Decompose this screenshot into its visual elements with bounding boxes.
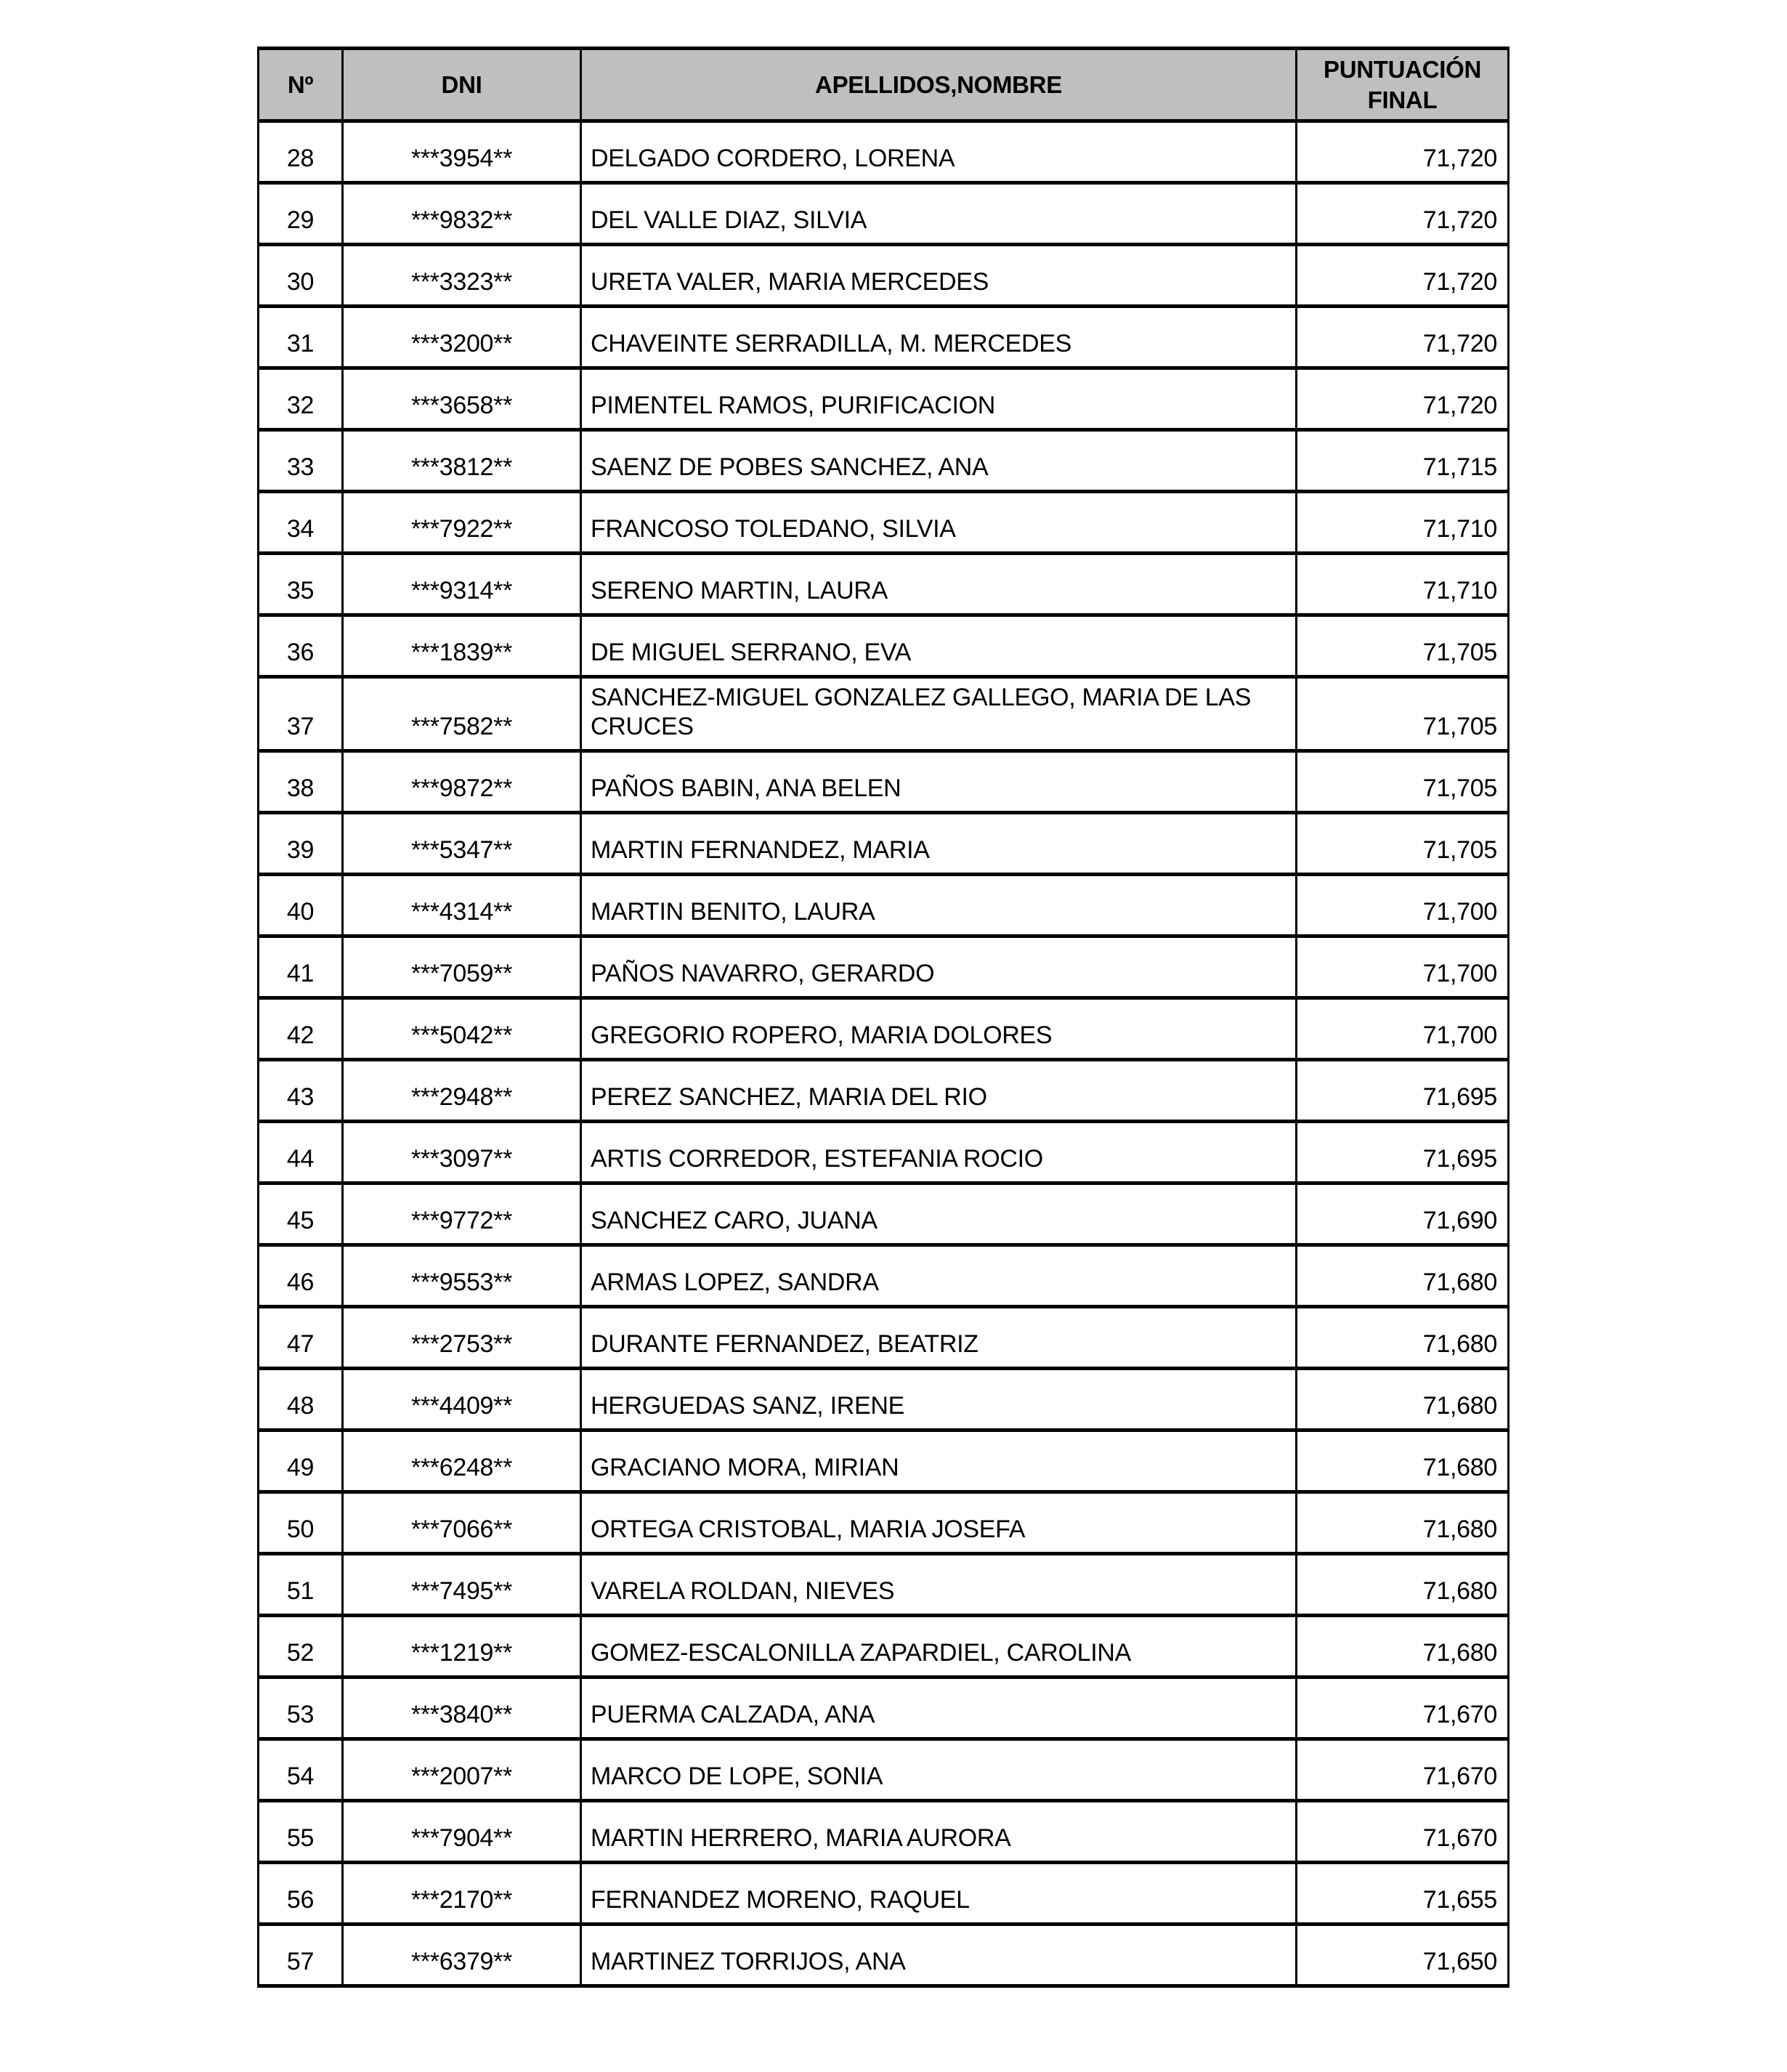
dni-cell: ***3954**: [343, 121, 581, 183]
score-cell: 71,690: [1297, 1183, 1509, 1245]
table-row: [259, 813, 1509, 875]
dni-cell: ***7066**: [343, 1492, 581, 1554]
name-cell: ORTEGA CRISTOBAL, MARIA JOSEFA: [581, 1492, 1297, 1554]
name-cell: SAENZ DE POBES SANCHEZ, ANA: [581, 430, 1297, 492]
name-cell: SANCHEZ-MIGUEL GONZALEZ GALLEGO, MARIA DE LAS CRUCES: [581, 677, 1297, 751]
row-number-cell: 43: [259, 1060, 343, 1122]
table-row: [259, 1616, 1509, 1678]
name-cell: PUERMA CALZADA, ANA: [581, 1678, 1297, 1739]
dni-cell: ***3658**: [343, 368, 581, 430]
table-row: [259, 1183, 1509, 1245]
score-cell: 71,705: [1297, 615, 1509, 677]
score-cell: 71,680: [1297, 1492, 1509, 1554]
name-cell: MARTIN FERNANDEZ, MARIA: [581, 813, 1297, 875]
table-row: [259, 615, 1509, 677]
score-cell: 71,680: [1297, 1245, 1509, 1307]
header-row: [259, 49, 1509, 121]
score-cell: 71,720: [1297, 121, 1509, 183]
row-number-cell: 49: [259, 1430, 343, 1492]
table-row: [259, 751, 1509, 813]
dni-cell: ***6379**: [343, 1925, 581, 1986]
name-cell: DELGADO CORDERO, LORENA: [581, 121, 1297, 183]
header-number: Nº: [259, 49, 343, 121]
row-number-cell: 48: [259, 1369, 343, 1430]
row-number-cell: 39: [259, 813, 343, 875]
row-number-cell: 40: [259, 875, 343, 936]
dni-cell: ***7922**: [343, 492, 581, 554]
row-number-cell: 51: [259, 1554, 343, 1616]
score-cell: 71,720: [1297, 307, 1509, 368]
score-cell: 71,720: [1297, 368, 1509, 430]
table-row: [259, 121, 1509, 183]
dni-cell: ***3097**: [343, 1122, 581, 1183]
table-row: [259, 430, 1509, 492]
table-row: [259, 1122, 1509, 1183]
table-row: [259, 307, 1509, 368]
table-row: [259, 1307, 1509, 1369]
name-cell: SANCHEZ CARO, JUANA: [581, 1183, 1297, 1245]
name-cell: MARTIN BENITO, LAURA: [581, 875, 1297, 936]
name-cell: ARTIS CORREDOR, ESTEFANIA ROCIO: [581, 1122, 1297, 1183]
score-cell: 71,705: [1297, 677, 1509, 751]
score-cell: 71,670: [1297, 1801, 1509, 1863]
name-cell: PAÑOS BABIN, ANA BELEN: [581, 751, 1297, 813]
row-number-cell: 53: [259, 1678, 343, 1739]
name-cell: MARTINEZ TORRIJOS, ANA: [581, 1925, 1297, 1986]
dni-cell: ***4409**: [343, 1369, 581, 1430]
name-cell: VARELA ROLDAN, NIEVES: [581, 1554, 1297, 1616]
name-cell: GREGORIO ROPERO, MARIA DOLORES: [581, 998, 1297, 1060]
score-cell: 71,710: [1297, 554, 1509, 615]
table-row: [259, 1863, 1509, 1925]
score-cell: 71,715: [1297, 430, 1509, 492]
row-number-cell: 55: [259, 1801, 343, 1863]
dni-cell: ***2007**: [343, 1739, 581, 1801]
score-cell: 71,705: [1297, 751, 1509, 813]
name-cell: FERNANDEZ MORENO, RAQUEL: [581, 1863, 1297, 1925]
dni-cell: ***9832**: [343, 183, 581, 245]
dni-cell: ***3812**: [343, 430, 581, 492]
table-row: [259, 998, 1509, 1060]
row-number-cell: 41: [259, 936, 343, 998]
table-row: [259, 183, 1509, 245]
score-cell: 71,680: [1297, 1307, 1509, 1369]
header-score: PUNTUACIÓN FINAL: [1297, 49, 1509, 121]
row-number-cell: 30: [259, 245, 343, 307]
dni-cell: ***2948**: [343, 1060, 581, 1122]
dni-cell: ***5347**: [343, 813, 581, 875]
score-cell: 71,695: [1297, 1122, 1509, 1183]
score-cell: 71,680: [1297, 1430, 1509, 1492]
name-cell: SERENO MARTIN, LAURA: [581, 554, 1297, 615]
header-name: APELLIDOS,NOMBRE: [581, 49, 1297, 121]
table-row: [259, 492, 1509, 554]
dni-cell: ***7495**: [343, 1554, 581, 1616]
name-cell: GOMEZ-ESCALONILLA ZAPARDIEL, CAROLINA: [581, 1616, 1297, 1678]
row-number-cell: 32: [259, 368, 343, 430]
row-number-cell: 47: [259, 1307, 343, 1369]
row-number-cell: 33: [259, 430, 343, 492]
table-row: [259, 1369, 1509, 1430]
table-row: [259, 1678, 1509, 1739]
row-number-cell: 36: [259, 615, 343, 677]
dni-cell: ***5042**: [343, 998, 581, 1060]
row-number-cell: 42: [259, 998, 343, 1060]
score-cell: 71,670: [1297, 1739, 1509, 1801]
row-number-cell: 38: [259, 751, 343, 813]
score-cell: 71,700: [1297, 936, 1509, 998]
score-cell: 71,655: [1297, 1863, 1509, 1925]
row-number-cell: 52: [259, 1616, 343, 1678]
table-row: [259, 1245, 1509, 1307]
row-number-cell: 46: [259, 1245, 343, 1307]
dni-cell: ***1839**: [343, 615, 581, 677]
name-cell: MARCO DE LOPE, SONIA: [581, 1739, 1297, 1801]
dni-cell: ***3200**: [343, 307, 581, 368]
score-cell: 71,720: [1297, 245, 1509, 307]
name-cell: MARTIN HERRERO, MARIA AURORA: [581, 1801, 1297, 1863]
row-number-cell: 31: [259, 307, 343, 368]
row-number-cell: 54: [259, 1739, 343, 1801]
dni-cell: ***9314**: [343, 554, 581, 615]
name-cell: HERGUEDAS SANZ, IRENE: [581, 1369, 1297, 1430]
score-cell: 71,710: [1297, 492, 1509, 554]
table-row: [259, 1430, 1509, 1492]
score-cell: 71,680: [1297, 1554, 1509, 1616]
dni-cell: ***3840**: [343, 1678, 581, 1739]
dni-cell: ***3323**: [343, 245, 581, 307]
dni-cell: ***2753**: [343, 1307, 581, 1369]
table-row: [259, 245, 1509, 307]
dni-cell: ***9553**: [343, 1245, 581, 1307]
name-cell: CHAVEINTE SERRADILLA, M. MERCEDES: [581, 307, 1297, 368]
score-cell: 71,700: [1297, 875, 1509, 936]
row-number-cell: 50: [259, 1492, 343, 1554]
table-row: [259, 936, 1509, 998]
dni-cell: ***4314**: [343, 875, 581, 936]
table-row: [259, 1801, 1509, 1863]
name-cell: FRANCOSO TOLEDANO, SILVIA: [581, 492, 1297, 554]
score-cell: 71,670: [1297, 1678, 1509, 1739]
row-number-cell: 35: [259, 554, 343, 615]
row-number-cell: 34: [259, 492, 343, 554]
table-row: [259, 554, 1509, 615]
name-cell: PEREZ SANCHEZ, MARIA DEL RIO: [581, 1060, 1297, 1122]
score-cell: 71,680: [1297, 1616, 1509, 1678]
score-cell: 71,695: [1297, 1060, 1509, 1122]
row-number-cell: 28: [259, 121, 343, 183]
name-cell: DEL VALLE DIAZ, SILVIA: [581, 183, 1297, 245]
table-row: [259, 1925, 1509, 1986]
score-cell: 71,720: [1297, 183, 1509, 245]
name-cell: DURANTE FERNANDEZ, BEATRIZ: [581, 1307, 1297, 1369]
dni-cell: ***7904**: [343, 1801, 581, 1863]
dni-cell: ***7582**: [343, 677, 581, 751]
table-row: [259, 677, 1509, 751]
score-cell: 71,650: [1297, 1925, 1509, 1986]
header-dni: DNI: [343, 49, 581, 121]
table-header: [259, 49, 1509, 121]
score-cell: 71,680: [1297, 1369, 1509, 1430]
table-row: [259, 1492, 1509, 1554]
name-cell: PAÑOS NAVARRO, GERARDO: [581, 936, 1297, 998]
name-cell: PIMENTEL RAMOS, PURIFICACION: [581, 368, 1297, 430]
row-number-cell: 56: [259, 1863, 343, 1925]
name-cell: DE MIGUEL SERRANO, EVA: [581, 615, 1297, 677]
table-row: [259, 1060, 1509, 1122]
name-cell: ARMAS LOPEZ, SANDRA: [581, 1245, 1297, 1307]
row-number-cell: 29: [259, 183, 343, 245]
table-row: [259, 1554, 1509, 1616]
table-body: [259, 121, 1509, 1986]
table-row: [259, 368, 1509, 430]
row-number-cell: 44: [259, 1122, 343, 1183]
score-cell: 71,700: [1297, 998, 1509, 1060]
name-cell: GRACIANO MORA, MIRIAN: [581, 1430, 1297, 1492]
dni-cell: ***9872**: [343, 751, 581, 813]
results-table: [257, 46, 1510, 1988]
dni-cell: ***7059**: [343, 936, 581, 998]
dni-cell: ***2170**: [343, 1863, 581, 1925]
row-number-cell: 37: [259, 677, 343, 751]
score-cell: 71,705: [1297, 813, 1509, 875]
dni-cell: ***6248**: [343, 1430, 581, 1492]
table-row: [259, 1739, 1509, 1801]
dni-cell: ***9772**: [343, 1183, 581, 1245]
name-cell: URETA VALER, MARIA MERCEDES: [581, 245, 1297, 307]
table-row: [259, 875, 1509, 936]
dni-cell: ***1219**: [343, 1616, 581, 1678]
row-number-cell: 45: [259, 1183, 343, 1245]
row-number-cell: 57: [259, 1925, 343, 1986]
